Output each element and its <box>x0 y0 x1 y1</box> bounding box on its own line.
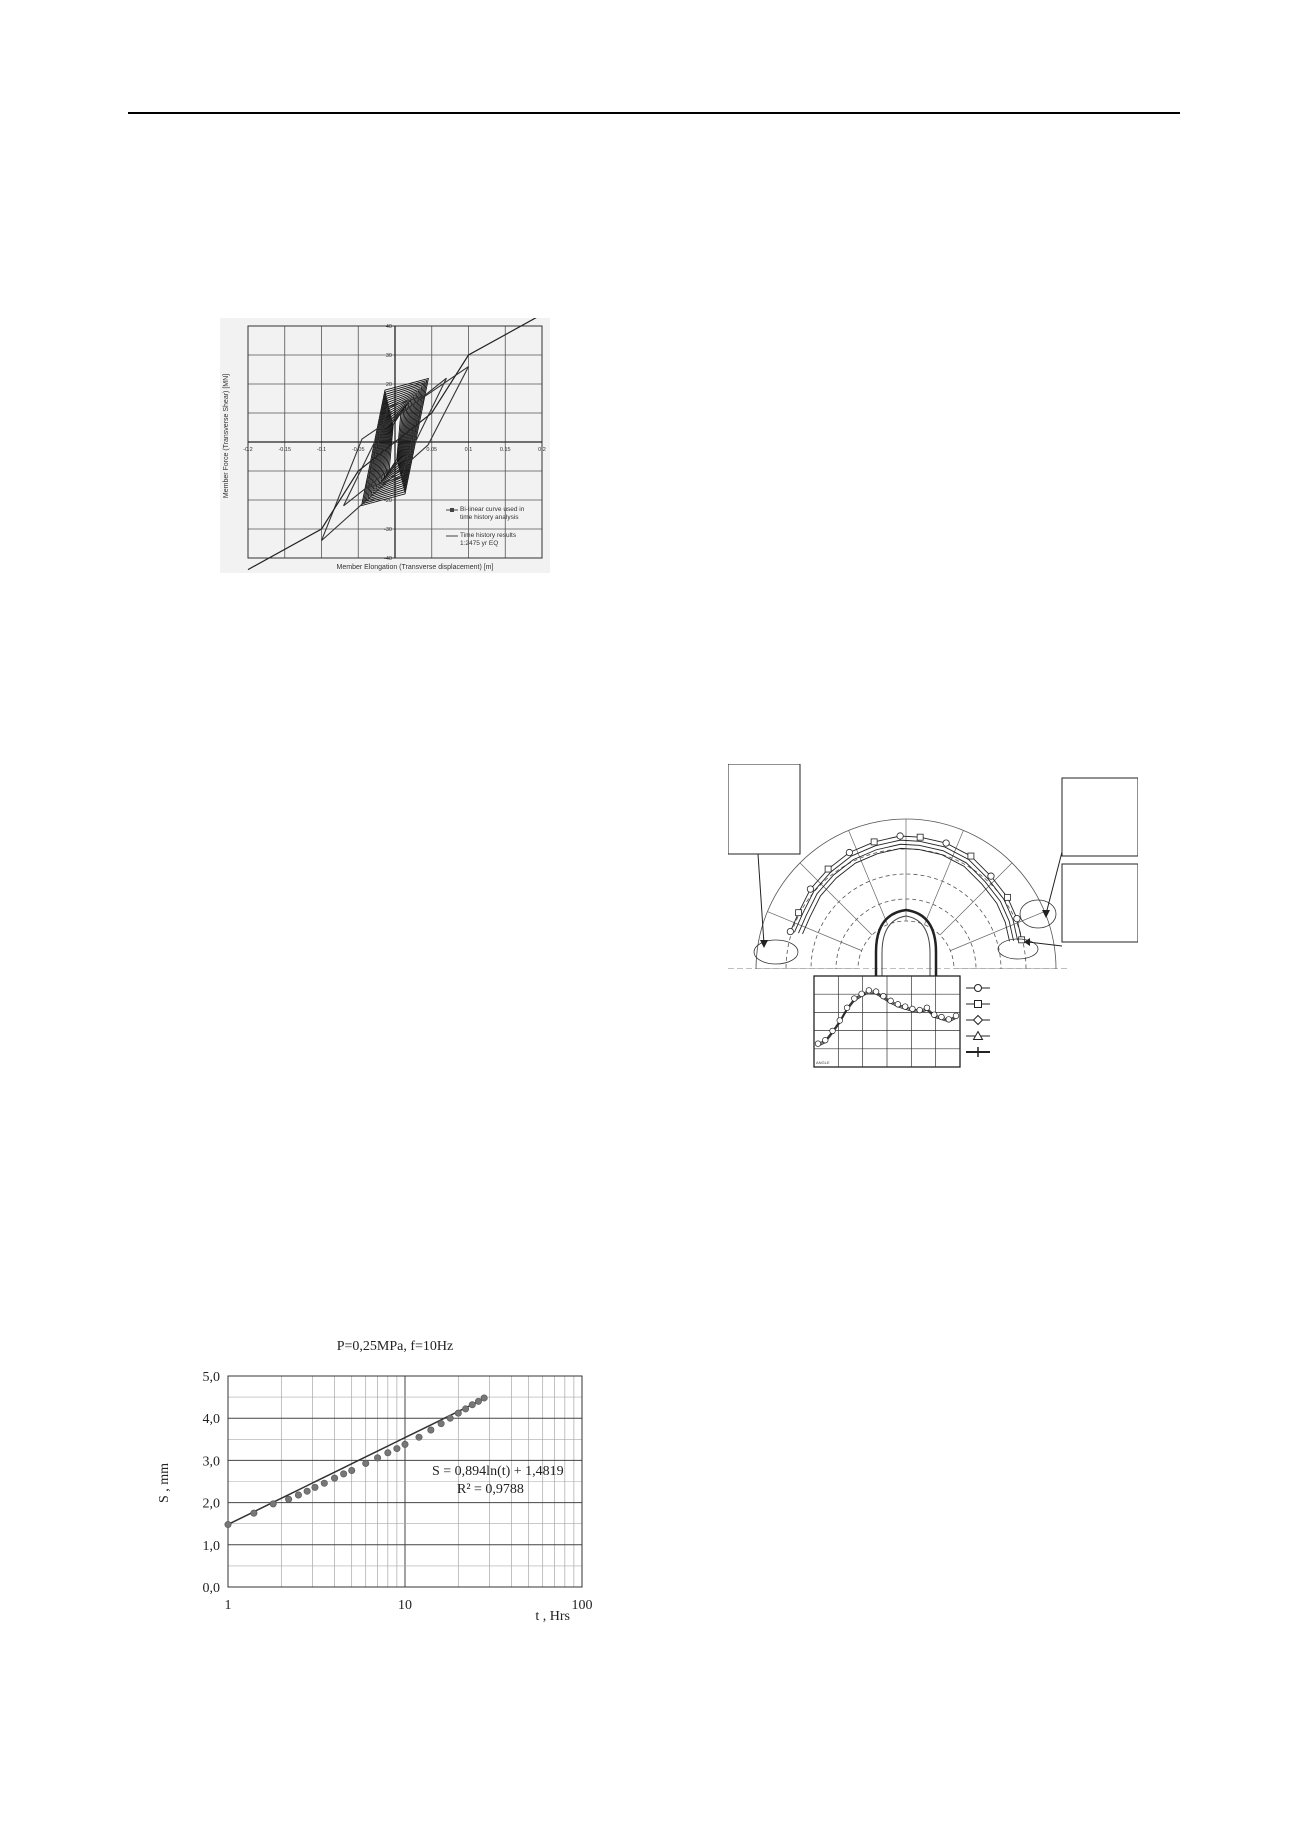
pointer-arrow <box>1028 942 1062 946</box>
profile-marker <box>917 834 923 840</box>
polar-spoke <box>800 863 872 935</box>
y-tick-label: -30 <box>384 527 392 533</box>
pointer-arrow <box>1046 852 1062 914</box>
tunnel-legend <box>966 985 990 1058</box>
tunnel-profile-chart <box>728 764 1138 1084</box>
tunnel-figure <box>728 764 1138 1084</box>
x-tick-label: 0.1 <box>464 447 473 453</box>
inset-angle-label: ANGLE <box>816 1060 830 1065</box>
data-point <box>331 1475 337 1481</box>
y-tick-label: 40 <box>385 324 392 330</box>
x-tick-label: 10 <box>398 1598 412 1613</box>
y-tick-label: 5,0 <box>202 1370 220 1385</box>
hysteresis-x-axis-label: Member Elongation (Transverse displacement) [m] <box>336 564 494 571</box>
inset-marker <box>888 998 894 1004</box>
profile-marker <box>871 839 877 845</box>
profile-marker <box>825 866 831 872</box>
inset-marker <box>873 989 879 995</box>
inset-marker <box>844 1005 850 1011</box>
hysteresis-figure <box>220 318 550 573</box>
inset-marker <box>822 1037 828 1043</box>
y-tick-label: 2,0 <box>202 1496 220 1512</box>
y-tick-label: 1,0 <box>202 1538 220 1554</box>
inset-marker <box>859 991 865 997</box>
trend-line <box>228 1399 484 1525</box>
data-point <box>416 1434 422 1440</box>
profile-marker <box>1004 894 1010 900</box>
diamond-marker-icon <box>974 1016 983 1025</box>
inset-marker <box>953 1013 959 1019</box>
inset-marker <box>815 1041 821 1047</box>
inset-marker <box>910 1006 916 1012</box>
x-tick-label: -0.1 <box>316 447 327 453</box>
data-point <box>447 1415 453 1421</box>
tunnel-inner-lining <box>882 916 930 976</box>
y-tick-label: 20 <box>385 382 392 388</box>
legend-label-timehistory-line1: Time history results <box>460 532 517 539</box>
inset-marker <box>852 996 858 1002</box>
inset-marker <box>931 1012 937 1018</box>
y-tick-label: -40 <box>384 556 392 562</box>
data-point <box>402 1441 408 1447</box>
inset-marker <box>881 993 887 999</box>
legend-label-timehistory-line2: 1:2475 yr EQ <box>460 540 499 547</box>
inset-marker <box>939 1014 945 1020</box>
inset-marker <box>895 1002 901 1008</box>
annotation-box <box>1062 778 1138 856</box>
profile-marker <box>787 928 793 934</box>
settlement-figure <box>150 1335 610 1625</box>
y-tick-label: 3,0 <box>202 1454 220 1470</box>
inset-marker <box>866 988 872 994</box>
data-point <box>462 1406 468 1412</box>
profile-marker <box>1019 937 1025 943</box>
data-point <box>312 1484 318 1490</box>
data-point <box>340 1471 346 1477</box>
data-point <box>469 1401 475 1407</box>
data-point <box>295 1492 301 1498</box>
inset-marker <box>917 1007 923 1013</box>
highlight-ellipse <box>754 940 798 964</box>
annotation-box <box>728 764 800 854</box>
inset-marker <box>830 1028 836 1034</box>
square-marker-icon <box>975 1001 982 1008</box>
hysteresis-y-axis-label: Member Force (Transverse Shear) [MN] <box>223 373 230 499</box>
data-point <box>481 1395 487 1401</box>
y-tick-label: 10 <box>385 411 392 417</box>
inset-marker <box>946 1017 952 1023</box>
data-point <box>363 1460 369 1466</box>
y-tick-label: -10 <box>384 469 392 475</box>
legend-label-bilinear-line2: time history analysis <box>460 514 519 521</box>
data-point <box>385 1450 391 1456</box>
x-tick-label: -0.15 <box>278 447 292 453</box>
profile-marker <box>988 873 994 879</box>
settlement-chart <box>150 1335 610 1625</box>
x-tick-label: -0.2 <box>243 447 253 453</box>
x-tick-label: 0.05 <box>426 447 438 453</box>
data-point <box>438 1420 444 1426</box>
x-tick-label: 100 <box>571 1598 593 1613</box>
profile-marker <box>1014 915 1020 921</box>
data-point <box>251 1510 257 1516</box>
inset-marker <box>837 1018 843 1024</box>
profile-marker <box>807 886 813 892</box>
y-tick-label: 30 <box>385 353 392 359</box>
inset-marker <box>924 1005 930 1011</box>
r-squared: R² = 0,9788 <box>457 1482 524 1497</box>
profile-marker <box>943 840 949 846</box>
data-point <box>394 1445 400 1451</box>
hysteresis-chart <box>220 318 550 573</box>
annotation-box <box>1062 864 1138 942</box>
data-point <box>428 1427 434 1433</box>
data-point <box>475 1398 481 1404</box>
x-tick-label: 0.15 <box>499 447 511 453</box>
data-point <box>225 1521 231 1527</box>
y-tick-label: -20 <box>384 498 392 504</box>
profile-marker <box>846 849 852 855</box>
trend-equation: S = 0,894ln(t) + 1,4819 <box>432 1464 564 1479</box>
inset-marker <box>902 1004 908 1010</box>
polar-spoke <box>940 863 1012 935</box>
profile-marker <box>796 910 802 916</box>
polar-spoke <box>950 912 1044 951</box>
data-point <box>304 1488 310 1494</box>
profile-marker <box>897 833 903 839</box>
data-point <box>374 1455 380 1461</box>
y-tick-label: 4,0 <box>202 1412 220 1428</box>
data-point <box>285 1496 291 1502</box>
settlement-y-axis-label: S , mm <box>157 1462 172 1504</box>
settlement-x-axis-label: t , Hrs <box>535 1609 570 1624</box>
arrow-head-icon <box>1042 910 1050 918</box>
circle-marker-icon <box>975 985 982 992</box>
y-tick-label: 0,0 <box>202 1581 220 1596</box>
x-tick-label: -0.05 <box>351 447 365 453</box>
arrow-head-icon <box>760 940 768 948</box>
x-tick-label: 1 <box>224 1598 232 1613</box>
data-point <box>349 1467 355 1473</box>
x-tick-label: 0.2 <box>538 447 546 453</box>
data-point <box>455 1410 461 1416</box>
legend-label-bilinear-line1: Bi-linear curve used in <box>460 506 525 513</box>
settlement-chart-title: P=0,25MPa, f=10Hz <box>336 1339 454 1354</box>
data-point <box>321 1480 327 1486</box>
header-rule <box>128 112 1180 114</box>
profile-marker <box>968 853 974 859</box>
data-point <box>270 1501 276 1507</box>
